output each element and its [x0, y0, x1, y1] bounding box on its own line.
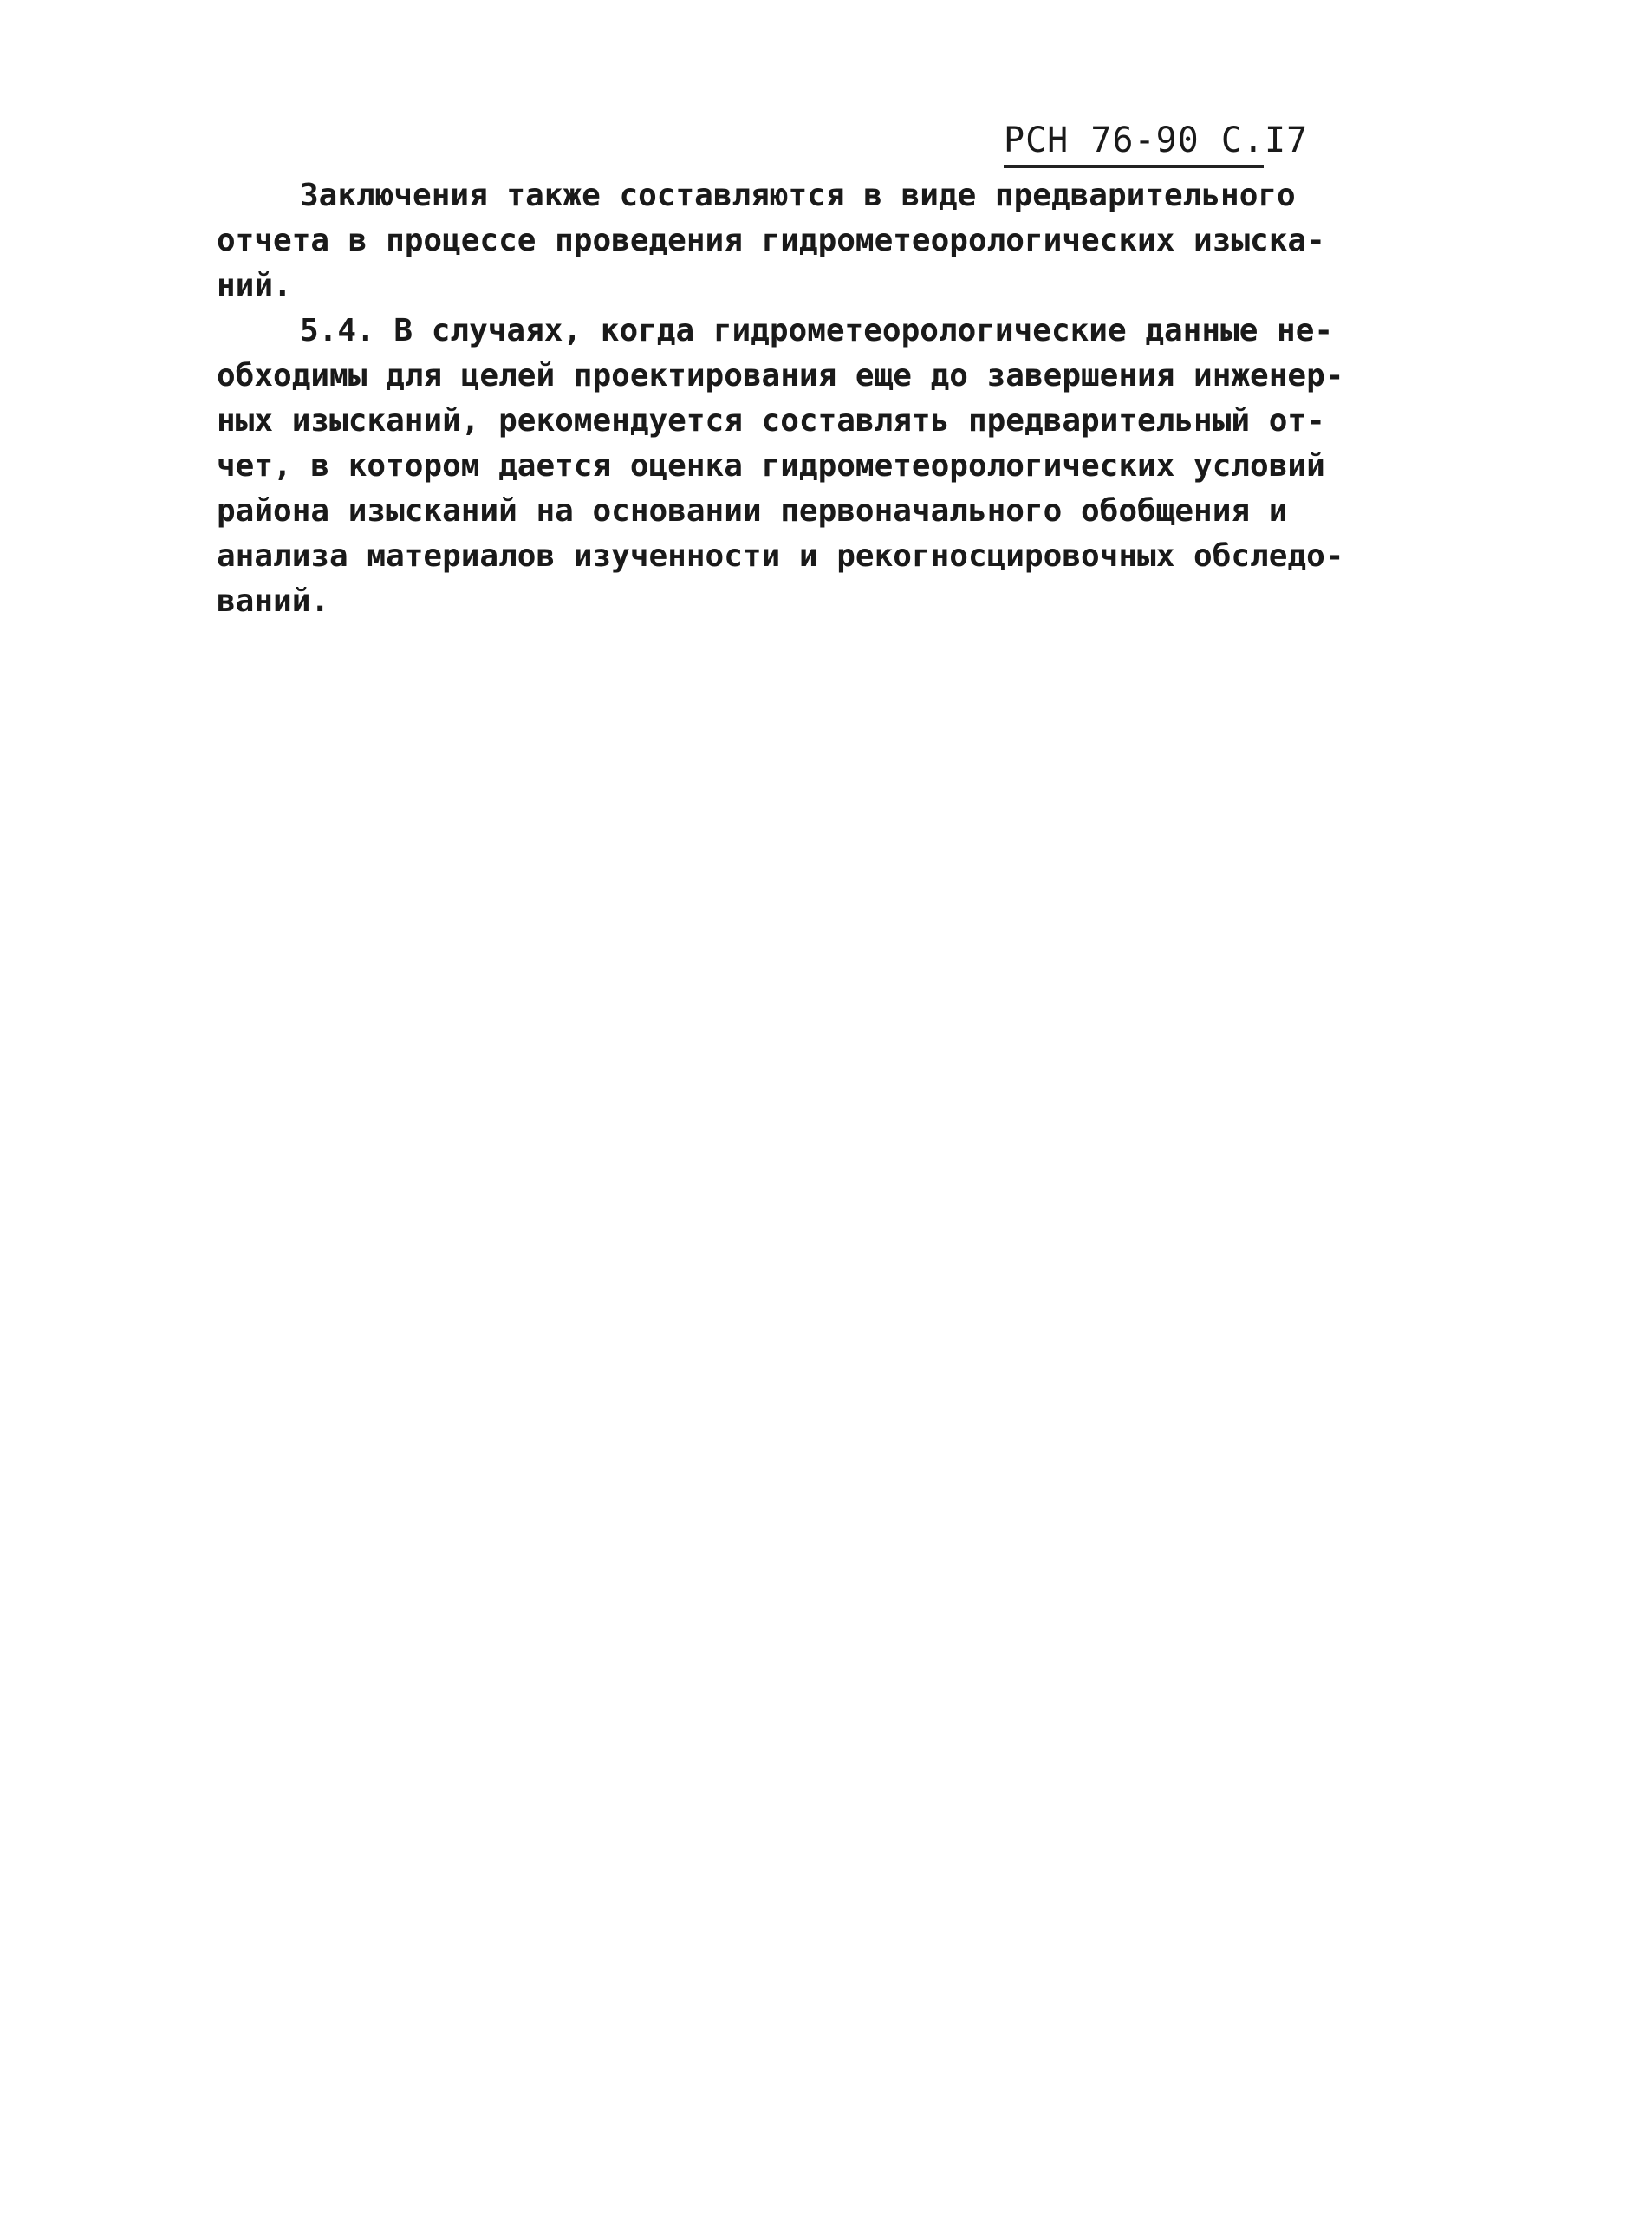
- text-line: Заключения также составляются в виде предварительного: [300, 178, 1296, 213]
- page-header-code: РСН 76-90 С.I7: [1004, 120, 1264, 168]
- text-line: района изысканий на основании первоначального обобщения и: [217, 493, 1288, 529]
- paragraph-conclusions: [217, 173, 1325, 309]
- text-line: 5.4. В случаях, когда гидрометеорологические данные не-: [300, 313, 1334, 348]
- document-body: [217, 173, 1344, 624]
- paragraph-5-4: [217, 309, 1344, 624]
- text-line: обходимы для целей проектирования еще до завершения инженер-: [217, 358, 1344, 394]
- text-line: чет, в котором дается оценка гидрометеорологических условий: [217, 448, 1325, 484]
- text-line: ных изысканий, рекомендуется составлять предварительный от-: [217, 403, 1325, 439]
- text-line: анализа материалов изученности и рекогносцировочных обследо-: [217, 538, 1344, 574]
- text-line: ний.: [217, 268, 292, 303]
- text-line: отчета в процессе проведения гидрометеорологических изыска-: [217, 223, 1325, 258]
- text-line: ваний.: [217, 583, 330, 619]
